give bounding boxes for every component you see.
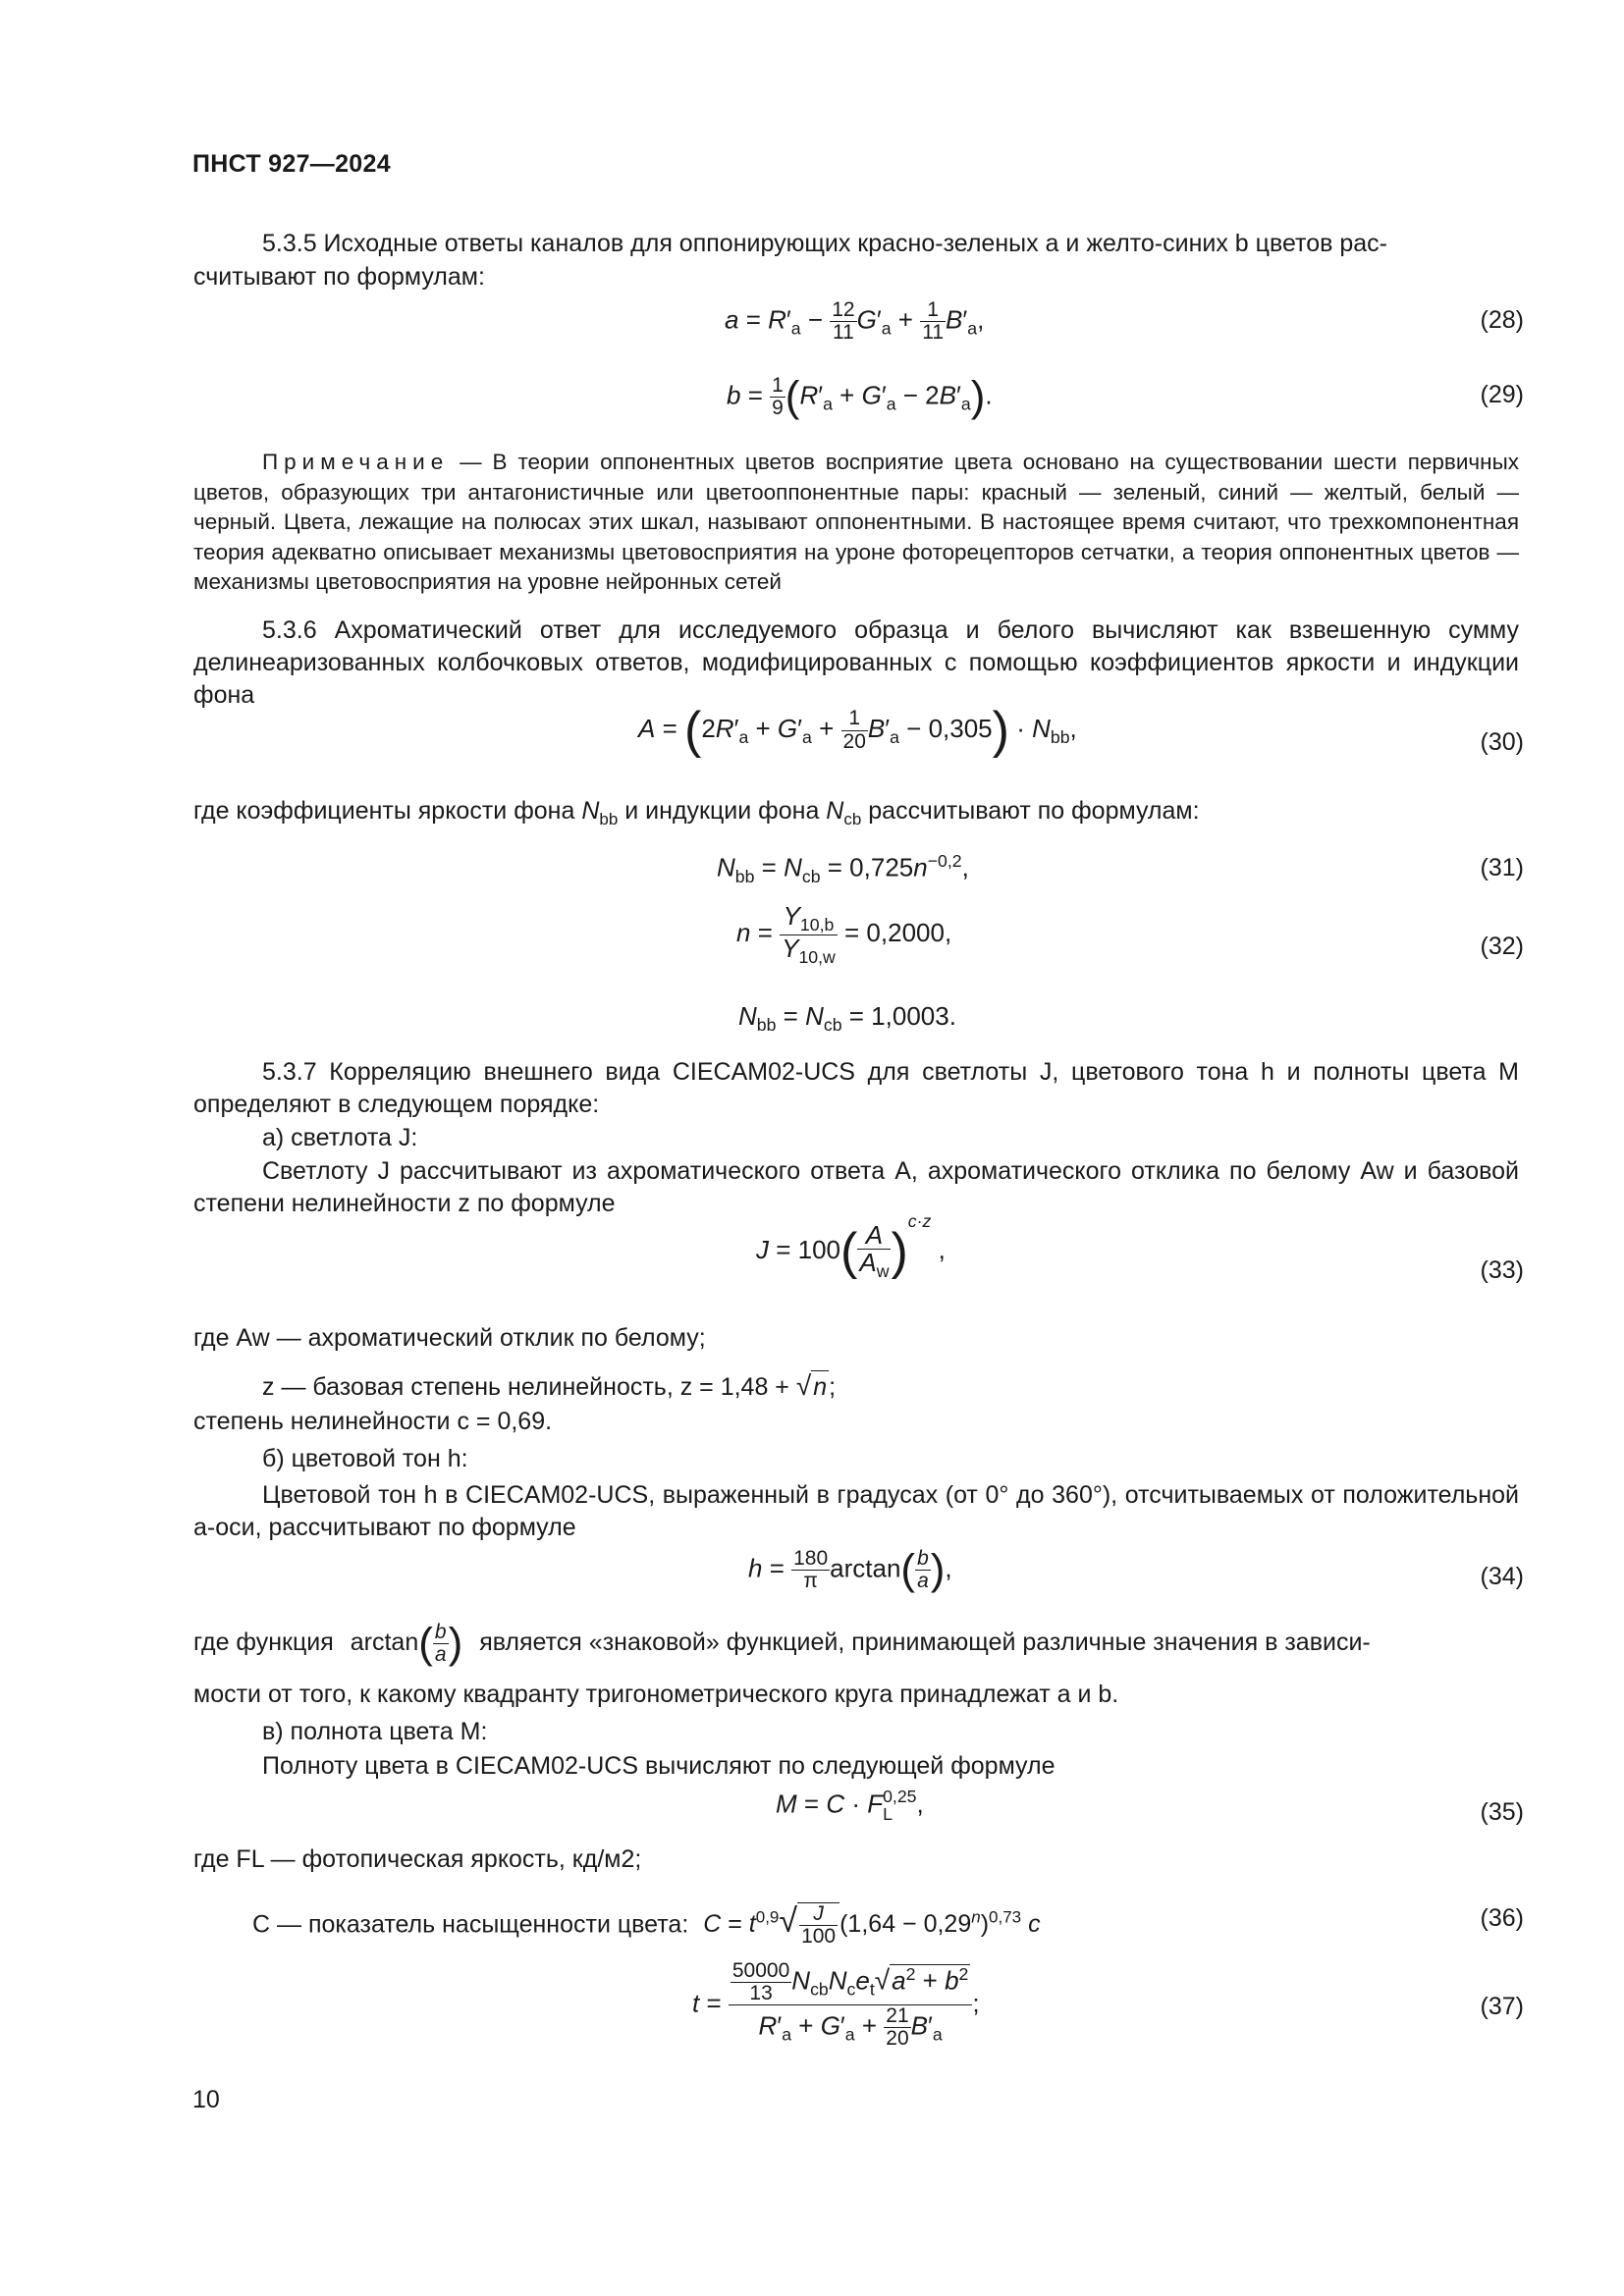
where-aw: где Aw — ахроматический отклик по белому; (193, 1324, 706, 1352)
where-c: степень нелинейности c = 0,69. (193, 1408, 553, 1435)
formula-32-value: $N_{bb} = N_{cb} = 1,0003$. (738, 1001, 956, 1036)
paragraph-5-3-6: 5.3.6 Ахроматический ответ для исследуемого образца и белого вычисляют как взвешенную сумму делинеаризованных колбочковых ответов, модифицированных с помощью коэффициентов яркости и индукции фона (193, 616, 1519, 709)
equation-number: (34) (1480, 1563, 1524, 1590)
where-34-line2: мости от того, к какому квадранту тригонометрического круга принадлежат a и b. (193, 1681, 1119, 1708)
where-30: где коэффициенты яркости фона $N_{bb}$ и индукции фона $N_{cb}$ рассчитывают по формулам: (193, 797, 1200, 828)
formula-30: $A = (2R'_a + G'_a$ + $\frac{1}{20}$ $B'_a - 0,305) \cdot N_{bb}$, (638, 702, 1077, 759)
paragraph-5-3-5-line1: 5.3.5 Исходные ответы каналов для оппонирующих красно-зеленых a и желто-синих b цветов рас- (262, 230, 1387, 257)
formula-32: n = $\frac{Y_{10,b}}{Y_{10,w}}$ = 0,2000, (736, 901, 952, 967)
hue-text: Цветовой тон h в CIECAM02-UCS, выраженный в градусах (от 0° до 360°), отсчитываемых от положительной a-оси, рассчитывают по формуле (193, 1481, 1519, 1541)
equation-number: (28) (1480, 306, 1524, 334)
equation-number: (30) (1480, 728, 1524, 756)
chroma-text: Полноту цвета в CIECAM02-UCS вычисляют по следующей формуле (262, 1752, 1056, 1780)
note-text: — В теории оппонентных цветов восприятие цвета основано на существовании шести первичных цветов, образующих три антагонистичные или цветооппонентные пары: красный — зеленый, синий — желтый, белый — черный. Цвета, лежащие на полюсах этих шкал, называют оппонентными. В настоящее время считают, что трехкомпонентная теория адекватно описывает механизмы цветовосприятия на уроне фоторецепторов сетчатки, а теория оппонентных цветов — механизмы цветовосприятия на уровне нейронных сетей (193, 450, 1519, 594)
note-label: Примечание (262, 450, 450, 474)
lightness-text: Светлоту J рассчитывают из ахроматического ответа A, ахроматического отклика по белому Aw и базовой степени нелинейности z по формуле (193, 1157, 1519, 1217)
note (193, 448, 1519, 598)
formula-28: $a = R'_a$ − $\frac{12}{11}$ $G'_a$ + $\frac{1}{11}$ $B'_a$, (725, 298, 985, 345)
item-a-label: а) светлота J: (262, 1124, 418, 1151)
formula-35: M = C · F 0,25 L , (776, 1787, 924, 1824)
where-34-line1: где функция arctan( $\frac{b}{a}$ ) является «знаковой» функцией, принимающей различные значения в зависи- (193, 1619, 1371, 1668)
equation-number: (32) (1480, 933, 1524, 960)
equation-number: (37) (1480, 1993, 1524, 2020)
page-number: 10 (192, 2086, 220, 2113)
where-z: z — базовая степень нелинейность, z = 1,48 + √n; (262, 1369, 836, 1404)
equation-number: (31) (1480, 854, 1524, 881)
formula-34: h = $\frac{180}{\pi}$ arctan( $\frac{b}{a}$ ), (748, 1545, 952, 1594)
equation-number: (36) (1480, 1904, 1524, 1932)
equation-number: (35) (1480, 1798, 1524, 1826)
eq36-label: C — показатель насыщенности цвета: (252, 1910, 689, 1939)
formula-36: C — показатель насыщенности цвета: $C = t^{0,9}√$ $\frac{J}{100}$ $(1,64 - 0,29^n)^{0,73}$ c (252, 1902, 1041, 1949)
formula-33: J = 100( $\frac{A}{A_w}$ )$^{c\cdot z}$ , (756, 1211, 946, 1282)
document-header: ПНСТ 927—2024 (192, 150, 391, 178)
equation-number: (33) (1480, 1256, 1524, 1284)
where-fl: где FL — фотопическая яркость, кд/м2; (193, 1845, 642, 1873)
paragraph-5-3-5-line2: считывают по формулам: (193, 263, 485, 291)
formula-37: t = $\frac{50000}{13}$ $N_{cb}N_ce_t√a^2 + b^2$ $R'_a + G'_a$ + $\frac{21}{20}$ $B'_a$ ; (692, 1959, 980, 2051)
formula-31: $N_{bb} = N_{cb} = 0,725n^{-0,2}$, (717, 851, 969, 886)
item-c-label: в) полнота цвета M: (262, 1718, 488, 1745)
equation-number: (29) (1480, 381, 1524, 408)
paragraph-5-3-7: 5.3.7 Корреляцию внешнего вида CIECAM02-UCS для светлоты J, цветового тона h и полноты цвета M определяют в следующем порядке: (193, 1058, 1519, 1118)
formula-29: b = $\frac{1}{9}$ $(R'_a + G'_a - 2B'_a)$. (727, 372, 993, 421)
item-b-label: б) цветовой тон h: (262, 1445, 468, 1472)
